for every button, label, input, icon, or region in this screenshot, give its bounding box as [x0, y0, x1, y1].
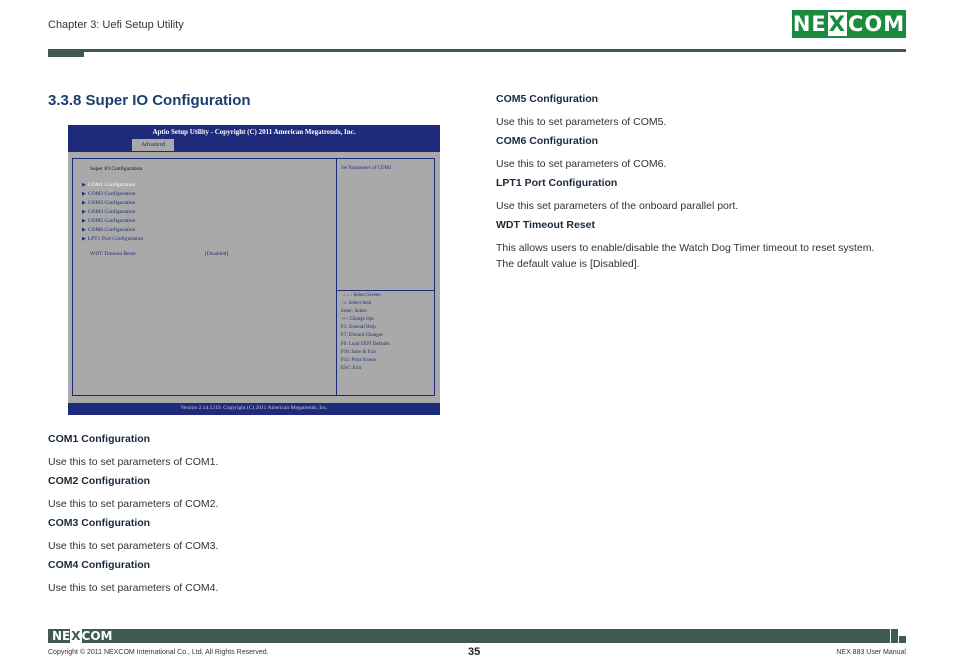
desc-heading: WDT Timeout Reset — [496, 219, 595, 231]
desc-heading: COM3 Configuration — [48, 517, 151, 529]
desc-com6 — [496, 135, 916, 177]
logo-wordmark: NEXCOM — [792, 12, 906, 36]
triangle-right-icon: ▶ — [82, 183, 86, 189]
desc-text: Use this to set parameters of COM5. — [496, 116, 667, 128]
key-hint: +/-: Change Opt. — [341, 317, 375, 323]
header-rule — [84, 49, 906, 52]
desc-text: Use this set parameters of the onboard parallel port. — [496, 200, 739, 212]
bios-item-lpt1[interactable]: ▶ LPT1 Port Configuration — [82, 235, 144, 242]
key-hint: F12: Print Screen — [341, 357, 376, 363]
desc-wdt — [496, 219, 916, 272]
bios-menu-list — [82, 181, 143, 243]
desc-com4 — [48, 559, 468, 601]
bios-divider — [336, 290, 435, 291]
desc-text: Use this to set parameters of COM3. — [48, 540, 219, 552]
desc-lpt1 — [496, 177, 916, 219]
bios-version-bar — [68, 403, 440, 415]
key-hint: ↑↓: Select Item — [341, 301, 372, 307]
desc-com3 — [48, 517, 468, 559]
bios-item-com6[interactable]: ▶ COM6 Configuration — [82, 226, 136, 233]
desc-text-default: The default value is [Disabled]. — [496, 258, 640, 270]
desc-heading: COM1 Configuration — [48, 433, 151, 445]
right-descriptions — [496, 93, 916, 272]
triangle-right-icon: ▶ — [82, 219, 86, 224]
footer-bar — [48, 629, 890, 643]
desc-com2 — [48, 475, 468, 517]
bios-item-wdt-timeout-reset[interactable]: WDT Timeout Reset — [90, 251, 136, 257]
triangle-right-icon: ▶ — [82, 236, 86, 242]
desc-text: Use this to set parameters of COM6. — [496, 158, 667, 170]
manual-name: NEX 883 User Manual — [836, 649, 906, 656]
footer-copyright: Copyright © 2011 NEXCOM International Co., Ltd. All Rights Reserved. — [48, 649, 269, 656]
left-descriptions — [48, 433, 468, 601]
nexcom-logo — [792, 10, 906, 38]
page-number: 35 — [468, 646, 481, 658]
bios-item-com1[interactable]: ▶ COM1 Configuration — [82, 182, 136, 189]
key-hint: F1: General Help — [341, 325, 376, 331]
desc-com1 — [48, 433, 468, 475]
bios-help-text: Set Parameters of COM1 — [341, 166, 392, 171]
bios-divider — [336, 158, 337, 396]
tab-advanced[interactable]: Advanced — [132, 139, 174, 151]
key-hint: F10: Save & Exit — [341, 349, 376, 355]
triangle-right-icon: ▶ — [82, 192, 86, 198]
bios-screenshot — [68, 125, 440, 415]
bios-key-legend — [341, 293, 390, 374]
desc-text: Use this to set parameters of COM2. — [48, 498, 219, 510]
triangle-right-icon: ▶ — [82, 210, 86, 216]
triangle-right-icon: ▶ — [82, 227, 86, 233]
bios-item-com2[interactable]: ▶ COM2 Configuration — [82, 191, 136, 198]
bios-wdt-value[interactable]: [Disabled] — [205, 251, 229, 257]
bios-item-com4[interactable]: ▶ COM4 Configuration — [82, 209, 136, 216]
footer-logo: NEXCOM — [52, 629, 113, 643]
bios-version: Version 2.14.1219. Copyright (C) 2011 American Megatrends, Inc. — [180, 405, 328, 411]
desc-heading: COM4 Configuration — [48, 559, 151, 571]
bios-title-bar — [68, 125, 440, 152]
desc-heading: COM5 Configuration — [496, 93, 599, 105]
section-title: 3.3.8 Super IO Configuration — [48, 92, 251, 109]
desc-heading: COM2 Configuration — [48, 475, 151, 487]
chapter-title: Chapter 3: Uefi Setup Utility — [48, 19, 184, 31]
key-hint: ESC: Exit — [341, 365, 362, 371]
key-hint: →←: Select Screen — [341, 293, 381, 298]
footer-square — [891, 629, 898, 643]
key-hint: F7: Discard Changes — [341, 333, 383, 339]
desc-text: Use this to set parameters of COM1. — [48, 456, 219, 468]
bios-section-title: Super IO Configuration — [90, 166, 143, 172]
key-hint: Enter: Select — [341, 309, 367, 315]
bios-title: Aptio Setup Utility - Copyright (C) 2011 American Megatrends, Inc. — [152, 128, 356, 136]
bios-item-com3[interactable]: ▶ COM3 Configuration — [82, 200, 136, 207]
triangle-right-icon: ▶ — [82, 201, 86, 207]
bios-item-com5[interactable]: ▶ COM5 Configuration — [82, 218, 136, 224]
desc-heading: COM6 Configuration — [496, 135, 599, 147]
desc-com5 — [496, 93, 916, 135]
header-rule-accent — [48, 49, 84, 57]
key-hint: F9: Load UEFI Defaults — [341, 341, 390, 347]
desc-heading: LPT1 Port Configuration — [496, 177, 618, 189]
desc-text: This allows users to enable/disable the Watch Dog Timer timeout to reset system. — [496, 242, 875, 254]
desc-text: Use this to set parameters of COM4. — [48, 582, 219, 594]
footer-square — [899, 636, 906, 643]
